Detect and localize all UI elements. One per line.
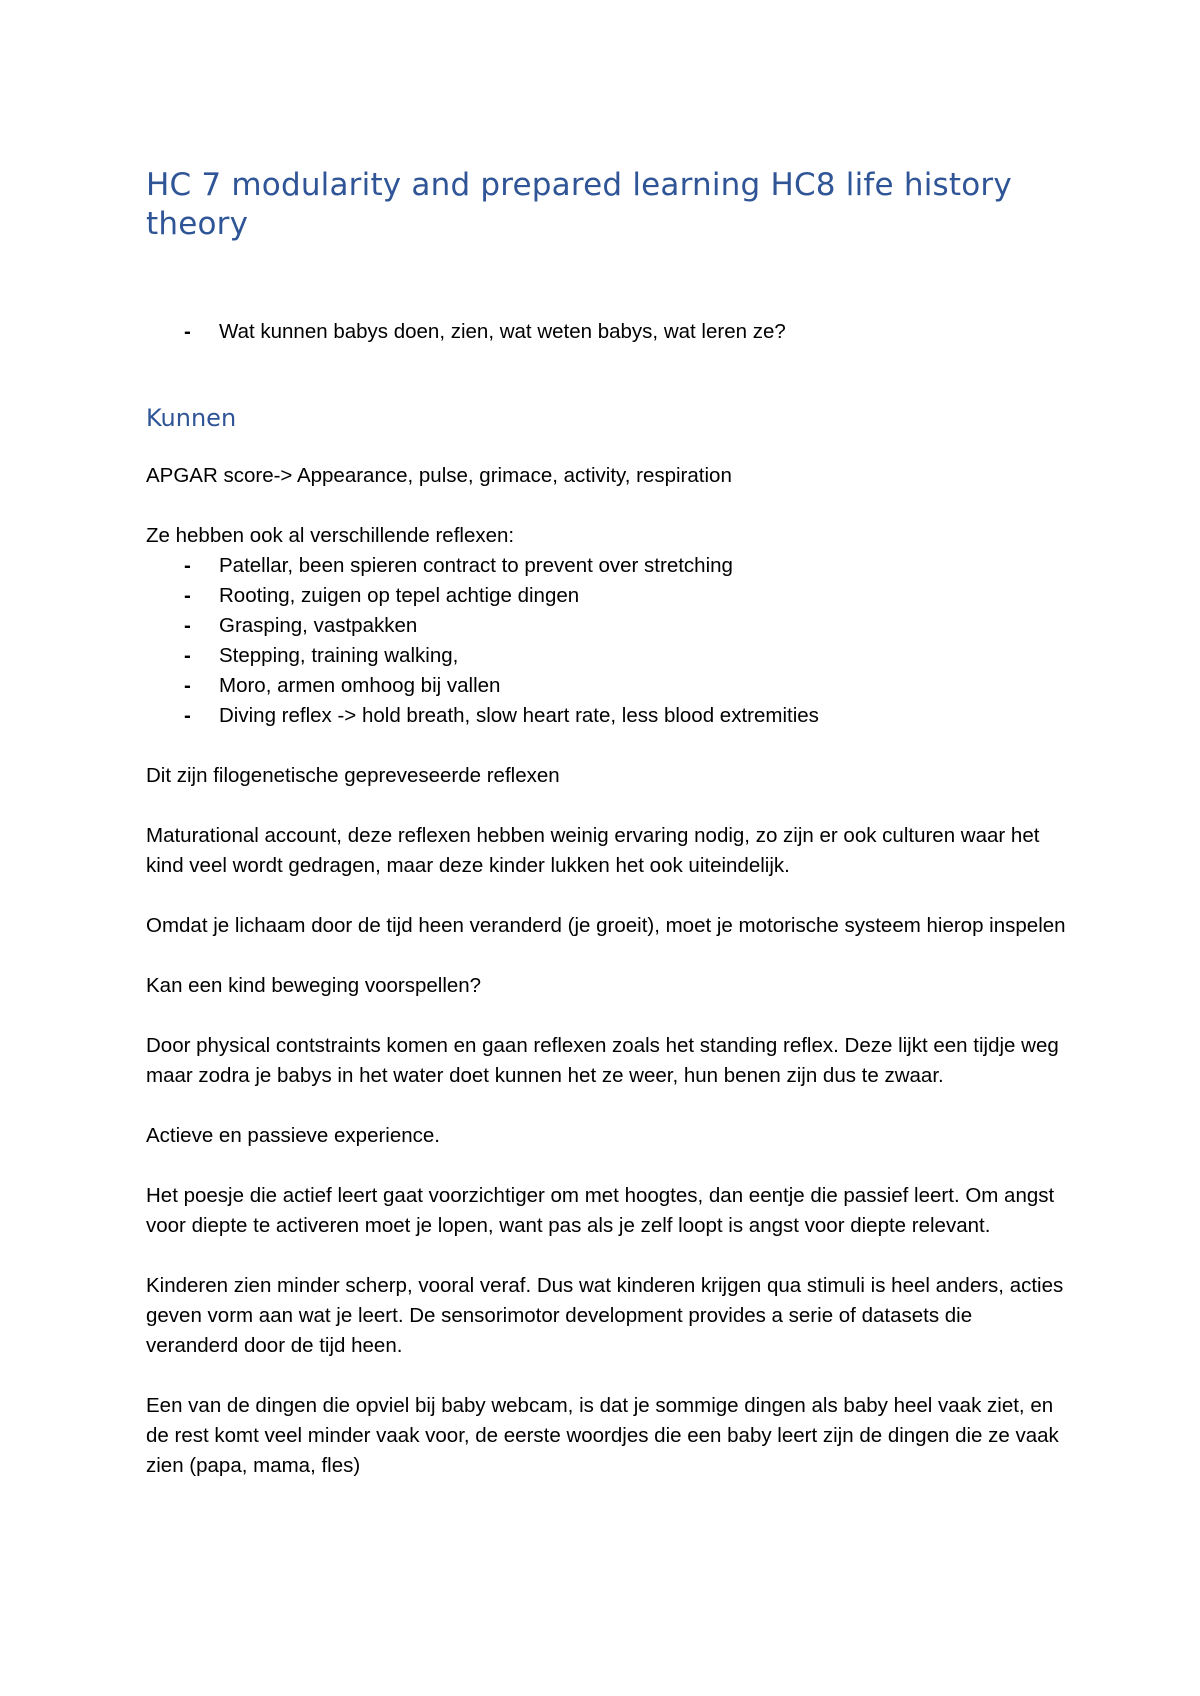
dash-bullet: - — [184, 584, 191, 607]
paragraph: Een van de dingen die opviel bij baby webcam, is dat je sommige dingen als baby heel vaak ziet, en de rest komt veel minder vaak voor, de eerste woordjes die een baby leert zijn de dingen die ze vaak zien (papa, mama, fles) — [146, 1394, 1059, 1477]
list-item: - Moro, armen omhoog bij vallen — [146, 671, 1066, 701]
list-item: - Wat kunnen babys doen, zien, wat weten babys, wat leren ze? — [146, 317, 1066, 347]
list-item: - Stepping, training walking, — [146, 641, 1066, 671]
dash-bullet: - — [184, 320, 191, 343]
paragraph: Maturational account, deze reflexen hebben weinig ervaring nodig, zo zijn er ook culturen waar het kind veel wordt gedragen, maar deze kinder lukken het ook uiteindelijk. — [146, 824, 1040, 877]
reflex-list — [146, 551, 1066, 731]
list-item: - Rooting, zuigen op tepel achtige dingen — [146, 581, 1066, 611]
paragraph: Kan een kind beweging voorspellen? — [146, 974, 482, 997]
list-item: - Patellar, been spieren contract to prevent over stretching — [146, 551, 1066, 581]
intro-list — [146, 317, 1066, 347]
dash-bullet: - — [184, 614, 191, 637]
paragraph: Dit zijn filogenetische gepreveseerde reflexen — [146, 764, 560, 787]
document-page — [146, 166, 1066, 1481]
document-title: HC 7 modularity and prepared learning HC8 life history theory — [146, 167, 1012, 242]
list-item: - Grasping, vastpakken — [146, 611, 1066, 641]
apgar-paragraph: APGAR score-> Appearance, pulse, grimace, activity, respiration — [146, 464, 732, 487]
paragraph: Omdat je lichaam door de tijd heen veranderd (je groeit), moet je motorische systeem hierop inspelen — [146, 914, 1066, 937]
list-item: - Diving reflex -> hold breath, slow heart rate, less blood extremities — [146, 701, 1066, 731]
dash-bullet: - — [184, 674, 191, 697]
dash-bullet: - — [184, 704, 191, 727]
paragraph: Het poesje die actief leert gaat voorzichtiger om met hoogtes, dan eentje die passief leert. Om angst voor diepte te activeren moet je lopen, want pas als je zelf loopt is angst voor diepte relevant. — [146, 1184, 1055, 1237]
dash-bullet: - — [184, 644, 191, 667]
section-heading-kunnen: Kunnen — [146, 404, 237, 432]
paragraph: Actieve en passieve experience. — [146, 1124, 441, 1147]
paragraph: Kinderen zien minder scherp, vooral veraf. Dus wat kinderen krijgen qua stimuli is heel anders, acties geven vorm aan wat je leert. De sensorimotor development provides a serie of datasets die veranderd door de tijd heen. — [146, 1274, 1064, 1357]
paragraph: Door physical contstraints komen en gaan reflexen zoals het standing reflex. Deze lijkt een tijdje weg maar zodra je babys in het water doet kunnen het ze weer, hun benen zijn dus te zwaar. — [146, 1034, 1059, 1087]
dash-bullet: - — [184, 554, 191, 577]
reflex-intro: Ze hebben ook al verschillende reflexen: — [146, 524, 515, 547]
